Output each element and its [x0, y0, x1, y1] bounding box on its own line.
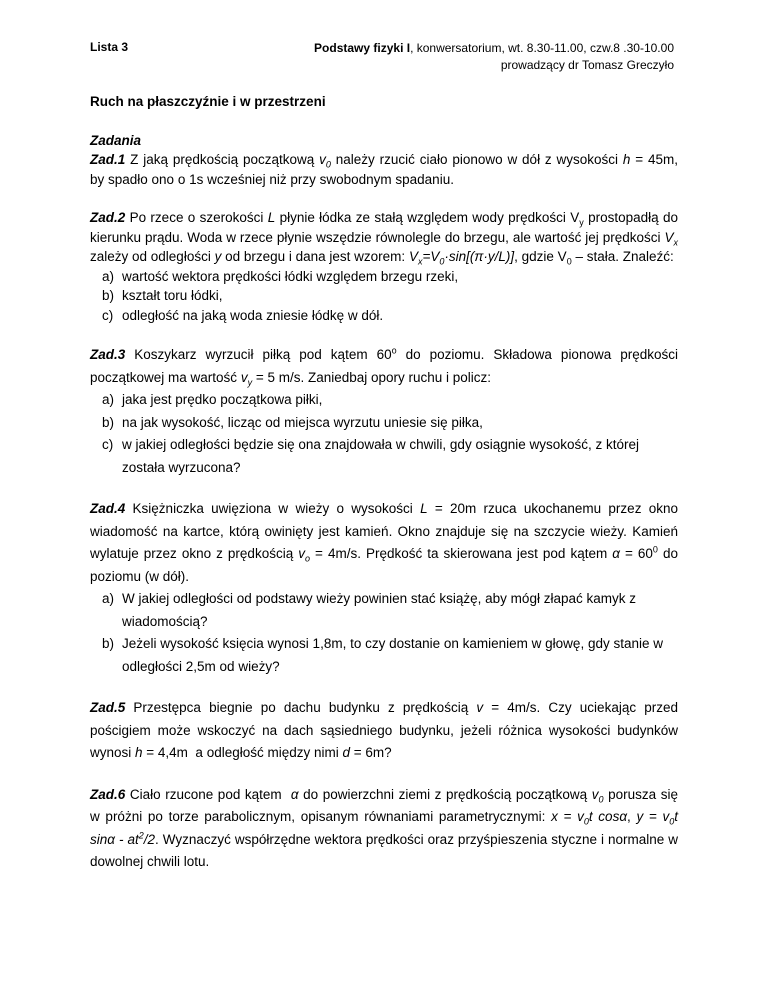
task-label: Zad.1 [90, 152, 126, 167]
list-item: c) w jakiej odległości będzie się ona znajdowała w chwili, gdy osiągnie wysokość, z której została wyrzucona? [102, 437, 640, 475]
task-4: Zad.4 Księżniczka uwięziona w wieży o wysokości L = 20m rzuca ukochanemu przez okno wiadomość na kartce, którą owinięty jest kamień. Okno znajduje się na szczycie wieży. Kamień wylatuje przez okno z prędkością $v_o = 4m/s$. Prędkość ta skierowana jest pod kątem $\alpha = 60^0$ do poziomu (w dół). a) W jakiej odległości od podstawy wieży powinien stać książę, aby mógł złapać kamyk z wiadomością? b) Jeżeli wysokość księcia wynosi 1,8m, to czy dostanie on kamieniem w głowę, gdy stanie w odległości 2,5m od wieży? [90, 498, 678, 678]
list-item: a) W jakiej odległości od podstawy wieży powinien stać książę, aby mógł złapać kamyk z wiadomością? [102, 591, 636, 629]
task-2: Zad.2 Po rzece o szerokości L płynie łódka ze stałą względem wody prędkości $V_y$ prostopadłą do kierunku prądu. Woda w rzece płynie wszędzie równolegle do brzegu, ale wartość jej prędkości $V_x$ zależy od odległości y od brzegu i dana jest wzorem: $V_x=V_0\cdot\sin[(\pi\cdot y/L)]$, gdzie $V_0$ – stała. Znaleźć: a) wartość wektora prędkości łódki względem brzegu rzeki, b) kształt toru łódki, c) odległość na jaką woda zniesie łódkę w dół. [90, 208, 678, 325]
task-label: Zad.5 [90, 700, 126, 715]
task-3: Zad.3 Koszykarz wyrzucił piłką pod kątem 60$^o$ do poziomu. Składowa pionowa prędkości początkowej ma wartość $v_y = 5$ m/s. Zaniedbaj opory ruchu i policz: a) jaka jest prędko początkowa piłki, b) na jak wysokość, licząc od miejsca wyrzutu uniesie się piłka, c) w jakiej odległości będzie się ona znajdowała w chwili, gdy osiągnie wysokość, z której została wyrzucona? [90, 344, 678, 479]
list-number: Lista 3 [90, 40, 129, 54]
list-item: b) kształt toru łódki, [102, 288, 223, 303]
section-heading: Zadania [90, 132, 142, 148]
list-item: c) odległość na jaką woda zniesie łódkę w dół. [102, 307, 384, 323]
page-title: Ruch na płaszczyźnie i w przestrzeni [90, 94, 326, 109]
course-name: Podstawy fizyki I [314, 41, 411, 55]
course-header [314, 40, 674, 74]
task-label: Zad.6 [90, 786, 126, 802]
task-label: Zad.4 [90, 501, 126, 516]
task-label: Zad.2 [90, 210, 126, 225]
list-item: b) Jeżeli wysokość księcia wynosi 1,8m, to czy dostanie on kamieniem w głowę, gdy stanie w odległości 2,5m od wieży? [102, 636, 663, 674]
task-1: Zad.1 Z jaką prędkością początkową $v_0$ należy rzucić ciało pionowo w dół z wysokości h = 45m, by spadło ono o 1s wcześniej niż przy swobodnym spadaniu. [90, 152, 679, 187]
task-label: Zad.3 [90, 347, 126, 362]
course-schedule: , konwersatorium, wt. 8.30-11.00, czw.8 .30-10.00 [410, 41, 674, 55]
task-5: Zad.5 Przestępca biegnie po dachu budynku z prędkością v = 4m/s. Czy uciekając przed pościgiem może wskoczyć na dach sąsiedniego budynku, jeżeli różnica wysokości budynków wynosi h = 4,4m a odległość między nimi d = 6m? [90, 700, 678, 760]
list-item: a) wartość wektora prędkości łódki względem brzegu rzeki, [102, 268, 459, 284]
list-item: a) jaka jest prędko początkowa piłki, [102, 392, 323, 407]
list-item: b) na jak wysokość, licząc od miejsca wyrzutu uniesie się piłka, [102, 414, 483, 430]
task-6: Zad.6 Ciało rzucone pod kątem α do powierzchni ziemi z prędkością początkową $v_0$ porusza się w próżni po torze parabolicznym, opisanym równaniami parametrycznymi: $x = v_0t$ cosα, $y = v_0t$ sinα - $at^2/2$. Wyznaczyć współrzędne wektora prędkości oraz przyśpieszenia styczne i normalne w dowolnej chwili lotu. [90, 786, 678, 869]
lecturer: prowadzący dr Tomasz Greczyło [500, 58, 674, 72]
document-body [90, 92, 678, 893]
